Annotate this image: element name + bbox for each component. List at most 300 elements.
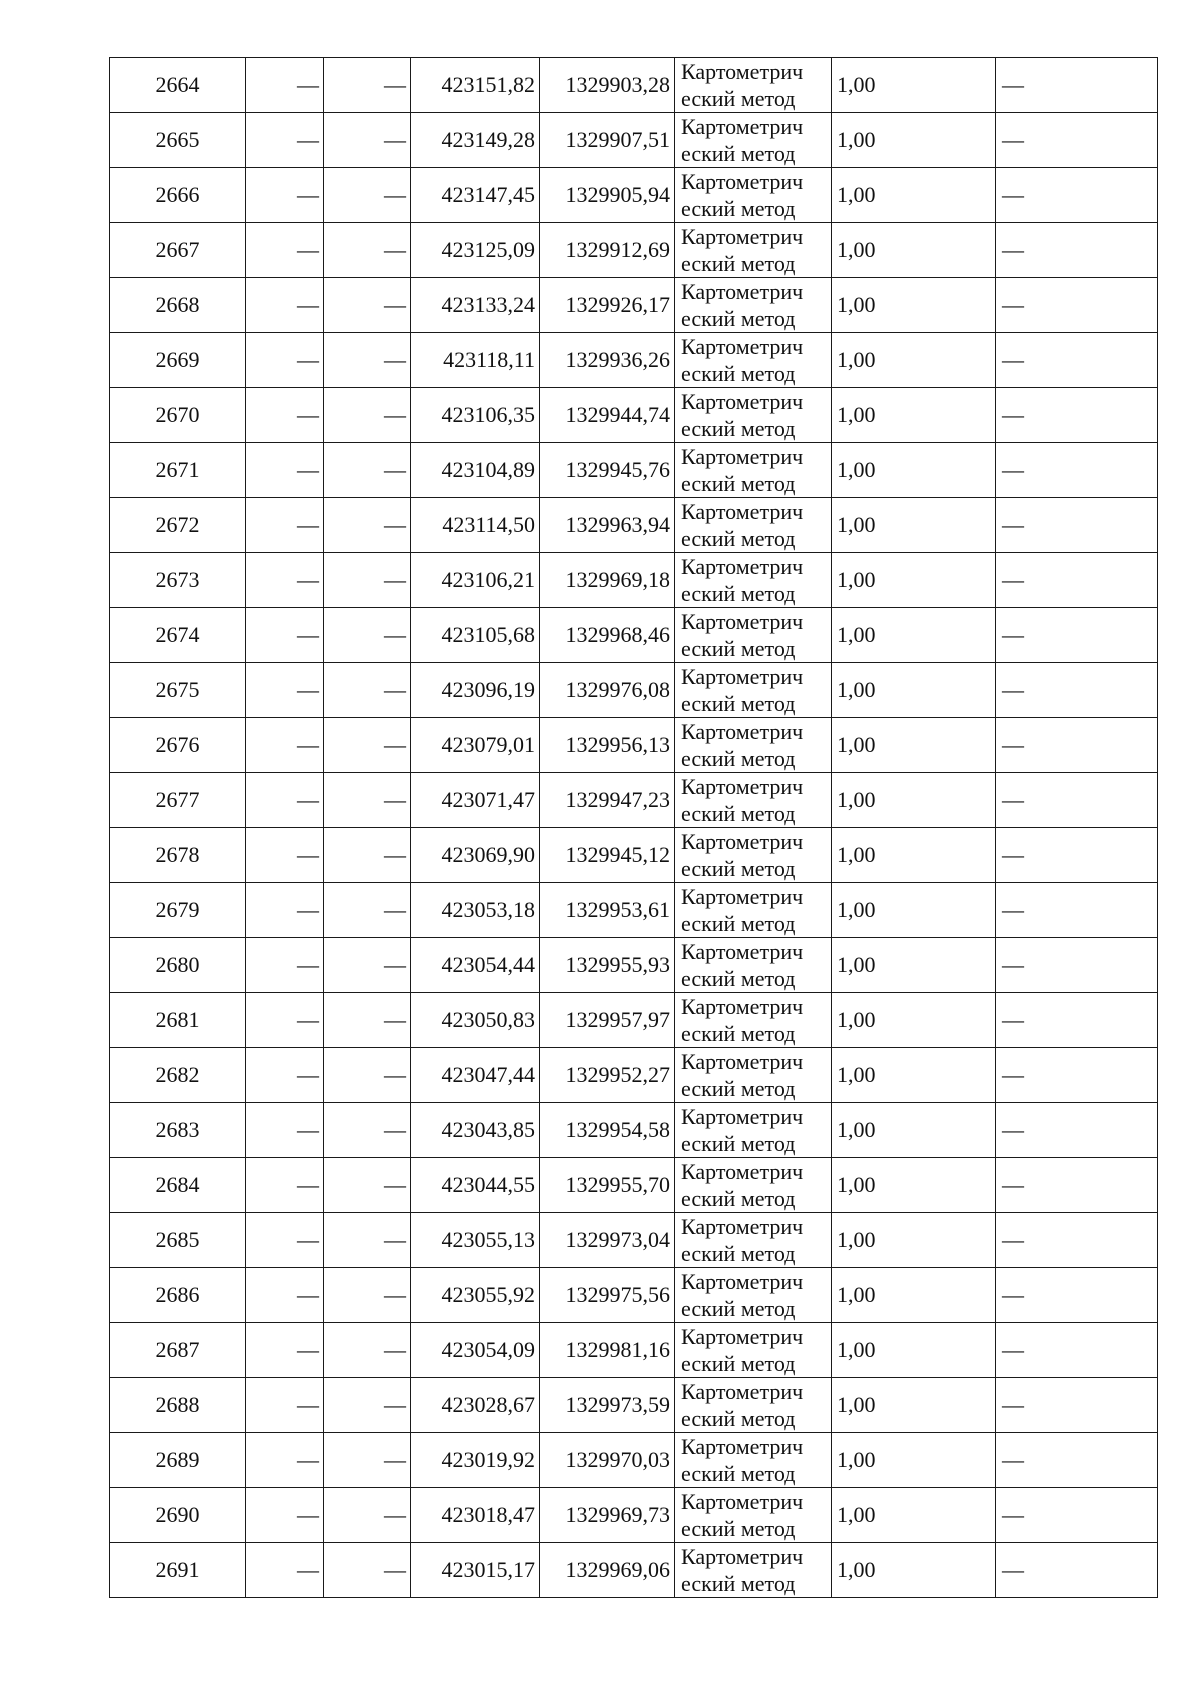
method-cell bbox=[675, 1158, 832, 1213]
method-text-line: еский метод bbox=[681, 1076, 796, 1101]
point-number-cell: 2670 bbox=[110, 388, 246, 443]
method-text-line: Картометрич bbox=[681, 114, 804, 139]
accuracy-cell: 1,00 bbox=[832, 1433, 996, 1488]
x-coordinate-cell: 423071,47 bbox=[411, 773, 540, 828]
method-text-line: Картометрич bbox=[681, 1049, 804, 1074]
table-row bbox=[110, 553, 1158, 608]
accuracy-cell: 1,00 bbox=[832, 718, 996, 773]
table-row bbox=[110, 1213, 1158, 1268]
point-number-cell: 2685 bbox=[110, 1213, 246, 1268]
point-number-cell: 2678 bbox=[110, 828, 246, 883]
x-coordinate-cell: 423055,92 bbox=[411, 1268, 540, 1323]
empty-value-cell: — bbox=[246, 993, 324, 1048]
table-row bbox=[110, 443, 1158, 498]
empty-value-cell: — bbox=[324, 168, 411, 223]
accuracy-cell: 1,00 bbox=[832, 663, 996, 718]
x-coordinate-cell: 423125,09 bbox=[411, 223, 540, 278]
note-cell: — bbox=[996, 553, 1158, 608]
note-cell: — bbox=[996, 883, 1158, 938]
y-coordinate-cell: 1329907,51 bbox=[540, 113, 675, 168]
table-row bbox=[110, 828, 1158, 883]
empty-value-cell: — bbox=[246, 498, 324, 553]
empty-value-cell: — bbox=[246, 388, 324, 443]
y-coordinate-cell: 1329970,03 bbox=[540, 1433, 675, 1488]
note-cell: — bbox=[996, 113, 1158, 168]
note-cell: — bbox=[996, 278, 1158, 333]
method-cell bbox=[675, 1488, 832, 1543]
method-text-line: Картометрич bbox=[681, 334, 804, 359]
empty-value-cell: — bbox=[246, 223, 324, 278]
accuracy-cell: 1,00 bbox=[832, 1103, 996, 1158]
x-coordinate-cell: 423149,28 bbox=[411, 113, 540, 168]
method-text-line: еский метод bbox=[681, 526, 796, 551]
method-text-line: Картометрич bbox=[681, 59, 804, 84]
method-text-line: Картометрич bbox=[681, 1489, 804, 1514]
empty-value-cell: — bbox=[324, 1323, 411, 1378]
method-text-line: еский метод bbox=[681, 471, 796, 496]
table-row bbox=[110, 333, 1158, 388]
y-coordinate-cell: 1329953,61 bbox=[540, 883, 675, 938]
accuracy-cell: 1,00 bbox=[832, 1323, 996, 1378]
point-number-cell: 2682 bbox=[110, 1048, 246, 1103]
method-text-line: Картометрич bbox=[681, 499, 804, 524]
y-coordinate-cell: 1329973,59 bbox=[540, 1378, 675, 1433]
x-coordinate-cell: 423069,90 bbox=[411, 828, 540, 883]
empty-value-cell: — bbox=[324, 223, 411, 278]
point-number-cell: 2676 bbox=[110, 718, 246, 773]
coordinates-table bbox=[109, 57, 1158, 1598]
point-number-cell: 2674 bbox=[110, 608, 246, 663]
method-text-line: еский метод bbox=[681, 966, 796, 991]
table-row bbox=[110, 1543, 1158, 1598]
y-coordinate-cell: 1329963,94 bbox=[540, 498, 675, 553]
x-coordinate-cell: 423151,82 bbox=[411, 58, 540, 113]
accuracy-cell: 1,00 bbox=[832, 498, 996, 553]
method-text-line: Картометрич bbox=[681, 1379, 804, 1404]
empty-value-cell: — bbox=[246, 663, 324, 718]
note-cell: — bbox=[996, 1158, 1158, 1213]
method-cell bbox=[675, 1213, 832, 1268]
x-coordinate-cell: 423118,11 bbox=[411, 333, 540, 388]
y-coordinate-cell: 1329973,04 bbox=[540, 1213, 675, 1268]
empty-value-cell: — bbox=[246, 1268, 324, 1323]
method-cell bbox=[675, 58, 832, 113]
point-number-cell: 2667 bbox=[110, 223, 246, 278]
x-coordinate-cell: 423015,17 bbox=[411, 1543, 540, 1598]
empty-value-cell: — bbox=[324, 1433, 411, 1488]
empty-value-cell: — bbox=[246, 58, 324, 113]
method-cell bbox=[675, 498, 832, 553]
note-cell: — bbox=[996, 608, 1158, 663]
point-number-cell: 2669 bbox=[110, 333, 246, 388]
method-text-line: Картометрич bbox=[681, 444, 804, 469]
method-text-line: еский метод bbox=[681, 1461, 796, 1486]
point-number-cell: 2684 bbox=[110, 1158, 246, 1213]
point-number-cell: 2679 bbox=[110, 883, 246, 938]
note-cell: — bbox=[996, 1103, 1158, 1158]
accuracy-cell: 1,00 bbox=[832, 1488, 996, 1543]
x-coordinate-cell: 423054,09 bbox=[411, 1323, 540, 1378]
empty-value-cell: — bbox=[324, 663, 411, 718]
table-row bbox=[110, 113, 1158, 168]
accuracy-cell: 1,00 bbox=[832, 883, 996, 938]
method-cell bbox=[675, 1103, 832, 1158]
y-coordinate-cell: 1329968,46 bbox=[540, 608, 675, 663]
point-number-cell: 2681 bbox=[110, 993, 246, 1048]
method-text-line: Картометрич bbox=[681, 1159, 804, 1184]
accuracy-cell: 1,00 bbox=[832, 1158, 996, 1213]
x-coordinate-cell: 423096,19 bbox=[411, 663, 540, 718]
x-coordinate-cell: 423019,92 bbox=[411, 1433, 540, 1488]
note-cell: — bbox=[996, 993, 1158, 1048]
empty-value-cell: — bbox=[246, 278, 324, 333]
method-text-line: Картометрич bbox=[681, 609, 804, 634]
point-number-cell: 2690 bbox=[110, 1488, 246, 1543]
method-cell bbox=[675, 663, 832, 718]
table-row bbox=[110, 993, 1158, 1048]
method-text-line: еский метод bbox=[681, 746, 796, 771]
method-text-line: Картометрич bbox=[681, 279, 804, 304]
accuracy-cell: 1,00 bbox=[832, 168, 996, 223]
x-coordinate-cell: 423054,44 bbox=[411, 938, 540, 993]
table-row bbox=[110, 938, 1158, 993]
note-cell: — bbox=[996, 1268, 1158, 1323]
point-number-cell: 2689 bbox=[110, 1433, 246, 1488]
empty-value-cell: — bbox=[246, 1543, 324, 1598]
table-row bbox=[110, 223, 1158, 278]
x-coordinate-cell: 423050,83 bbox=[411, 993, 540, 1048]
accuracy-cell: 1,00 bbox=[832, 993, 996, 1048]
x-coordinate-cell: 423028,67 bbox=[411, 1378, 540, 1433]
x-coordinate-cell: 423133,24 bbox=[411, 278, 540, 333]
method-text-line: еский метод bbox=[681, 416, 796, 441]
method-cell bbox=[675, 773, 832, 828]
method-text-line: еский метод bbox=[681, 141, 796, 166]
method-text-line: Картометрич bbox=[681, 389, 804, 414]
point-number-cell: 2672 bbox=[110, 498, 246, 553]
note-cell: — bbox=[996, 1213, 1158, 1268]
method-cell bbox=[675, 993, 832, 1048]
table-row bbox=[110, 58, 1158, 113]
method-text-line: Картометрич bbox=[681, 1544, 804, 1569]
note-cell: — bbox=[996, 58, 1158, 113]
empty-value-cell: — bbox=[246, 1048, 324, 1103]
method-text-line: Картометрич bbox=[681, 719, 804, 744]
accuracy-cell: 1,00 bbox=[832, 828, 996, 883]
x-coordinate-cell: 423053,18 bbox=[411, 883, 540, 938]
accuracy-cell: 1,00 bbox=[832, 113, 996, 168]
method-cell bbox=[675, 1433, 832, 1488]
y-coordinate-cell: 1329947,23 bbox=[540, 773, 675, 828]
method-text-line: еский метод bbox=[681, 1241, 796, 1266]
accuracy-cell: 1,00 bbox=[832, 278, 996, 333]
accuracy-cell: 1,00 bbox=[832, 58, 996, 113]
point-number-cell: 2675 bbox=[110, 663, 246, 718]
y-coordinate-cell: 1329975,56 bbox=[540, 1268, 675, 1323]
method-text-line: Картометрич bbox=[681, 664, 804, 689]
y-coordinate-cell: 1329969,06 bbox=[540, 1543, 675, 1598]
method-text-line: еский метод bbox=[681, 1021, 796, 1046]
table-row bbox=[110, 1103, 1158, 1158]
accuracy-cell: 1,00 bbox=[832, 1268, 996, 1323]
note-cell: — bbox=[996, 333, 1158, 388]
table-row bbox=[110, 278, 1158, 333]
empty-value-cell: — bbox=[324, 1543, 411, 1598]
method-text-line: еский метод bbox=[681, 1406, 796, 1431]
empty-value-cell: — bbox=[246, 443, 324, 498]
point-number-cell: 2668 bbox=[110, 278, 246, 333]
y-coordinate-cell: 1329952,27 bbox=[540, 1048, 675, 1103]
coordinates-table-body bbox=[110, 58, 1158, 1598]
method-text-line: Картометрич bbox=[681, 1434, 804, 1459]
x-coordinate-cell: 423055,13 bbox=[411, 1213, 540, 1268]
accuracy-cell: 1,00 bbox=[832, 333, 996, 388]
method-cell bbox=[675, 278, 832, 333]
method-text-line: еский метод bbox=[681, 1186, 796, 1211]
table-row bbox=[110, 1488, 1158, 1543]
method-text-line: еский метод bbox=[681, 856, 796, 881]
x-coordinate-cell: 423106,35 bbox=[411, 388, 540, 443]
empty-value-cell: — bbox=[246, 828, 324, 883]
table-row bbox=[110, 1433, 1158, 1488]
empty-value-cell: — bbox=[324, 1488, 411, 1543]
method-cell bbox=[675, 168, 832, 223]
y-coordinate-cell: 1329954,58 bbox=[540, 1103, 675, 1158]
empty-value-cell: — bbox=[246, 773, 324, 828]
y-coordinate-cell: 1329955,70 bbox=[540, 1158, 675, 1213]
empty-value-cell: — bbox=[324, 1268, 411, 1323]
method-text-line: еский метод bbox=[681, 1131, 796, 1156]
note-cell: — bbox=[996, 223, 1158, 278]
accuracy-cell: 1,00 bbox=[832, 388, 996, 443]
accuracy-cell: 1,00 bbox=[832, 773, 996, 828]
accuracy-cell: 1,00 bbox=[832, 1213, 996, 1268]
x-coordinate-cell: 423079,01 bbox=[411, 718, 540, 773]
method-text-line: еский метод bbox=[681, 911, 796, 936]
y-coordinate-cell: 1329956,13 bbox=[540, 718, 675, 773]
method-text-line: Картометрич bbox=[681, 774, 804, 799]
y-coordinate-cell: 1329945,12 bbox=[540, 828, 675, 883]
method-text-line: Картометрич bbox=[681, 169, 804, 194]
empty-value-cell: — bbox=[324, 278, 411, 333]
method-cell bbox=[675, 553, 832, 608]
empty-value-cell: — bbox=[324, 113, 411, 168]
empty-value-cell: — bbox=[324, 388, 411, 443]
empty-value-cell: — bbox=[324, 498, 411, 553]
empty-value-cell: — bbox=[246, 883, 324, 938]
y-coordinate-cell: 1329981,16 bbox=[540, 1323, 675, 1378]
empty-value-cell: — bbox=[246, 938, 324, 993]
method-text-line: еский метод bbox=[681, 361, 796, 386]
y-coordinate-cell: 1329969,73 bbox=[540, 1488, 675, 1543]
empty-value-cell: — bbox=[324, 1158, 411, 1213]
method-cell bbox=[675, 333, 832, 388]
method-text-line: Картометрич bbox=[681, 939, 804, 964]
table-row bbox=[110, 663, 1158, 718]
note-cell: — bbox=[996, 663, 1158, 718]
x-coordinate-cell: 423114,50 bbox=[411, 498, 540, 553]
y-coordinate-cell: 1329944,74 bbox=[540, 388, 675, 443]
method-text-line: Картометрич bbox=[681, 1104, 804, 1129]
method-cell bbox=[675, 443, 832, 498]
method-text-line: еский метод bbox=[681, 251, 796, 276]
method-text-line: еский метод bbox=[681, 636, 796, 661]
empty-value-cell: — bbox=[324, 1213, 411, 1268]
method-text-line: Картометрич bbox=[681, 1269, 804, 1294]
empty-value-cell: — bbox=[246, 1488, 324, 1543]
table-row bbox=[110, 1378, 1158, 1433]
empty-value-cell: — bbox=[246, 168, 324, 223]
x-coordinate-cell: 423043,85 bbox=[411, 1103, 540, 1158]
table-row bbox=[110, 388, 1158, 443]
empty-value-cell: — bbox=[324, 58, 411, 113]
x-coordinate-cell: 423018,47 bbox=[411, 1488, 540, 1543]
method-text-line: еский метод bbox=[681, 196, 796, 221]
note-cell: — bbox=[996, 498, 1158, 553]
point-number-cell: 2671 bbox=[110, 443, 246, 498]
table-row bbox=[110, 883, 1158, 938]
method-cell bbox=[675, 1378, 832, 1433]
note-cell: — bbox=[996, 443, 1158, 498]
y-coordinate-cell: 1329903,28 bbox=[540, 58, 675, 113]
note-cell: — bbox=[996, 1488, 1158, 1543]
empty-value-cell: — bbox=[324, 333, 411, 388]
method-cell bbox=[675, 388, 832, 443]
accuracy-cell: 1,00 bbox=[832, 1378, 996, 1433]
note-cell: — bbox=[996, 828, 1158, 883]
note-cell: — bbox=[996, 1048, 1158, 1103]
point-number-cell: 2686 bbox=[110, 1268, 246, 1323]
note-cell: — bbox=[996, 1543, 1158, 1598]
empty-value-cell: — bbox=[324, 828, 411, 883]
y-coordinate-cell: 1329969,18 bbox=[540, 553, 675, 608]
table-row bbox=[110, 168, 1158, 223]
y-coordinate-cell: 1329945,76 bbox=[540, 443, 675, 498]
note-cell: — bbox=[996, 388, 1158, 443]
method-cell bbox=[675, 223, 832, 278]
method-cell bbox=[675, 718, 832, 773]
empty-value-cell: — bbox=[324, 1103, 411, 1158]
note-cell: — bbox=[996, 718, 1158, 773]
point-number-cell: 2688 bbox=[110, 1378, 246, 1433]
empty-value-cell: — bbox=[246, 608, 324, 663]
x-coordinate-cell: 423044,55 bbox=[411, 1158, 540, 1213]
accuracy-cell: 1,00 bbox=[832, 553, 996, 608]
note-cell: — bbox=[996, 1323, 1158, 1378]
method-text-line: Картометрич bbox=[681, 554, 804, 579]
table-row bbox=[110, 718, 1158, 773]
empty-value-cell: — bbox=[324, 553, 411, 608]
method-text-line: еский метод bbox=[681, 306, 796, 331]
method-cell bbox=[675, 1048, 832, 1103]
empty-value-cell: — bbox=[324, 938, 411, 993]
method-cell bbox=[675, 883, 832, 938]
method-text-line: еский метод bbox=[681, 1571, 796, 1596]
method-text-line: еский метод bbox=[681, 1516, 796, 1541]
point-number-cell: 2680 bbox=[110, 938, 246, 993]
note-cell: — bbox=[996, 168, 1158, 223]
accuracy-cell: 1,00 bbox=[832, 223, 996, 278]
method-text-line: еский метод bbox=[681, 691, 796, 716]
accuracy-cell: 1,00 bbox=[832, 1048, 996, 1103]
method-text-line: еский метод bbox=[681, 1351, 796, 1376]
point-number-cell: 2677 bbox=[110, 773, 246, 828]
empty-value-cell: — bbox=[246, 1158, 324, 1213]
x-coordinate-cell: 423147,45 bbox=[411, 168, 540, 223]
empty-value-cell: — bbox=[324, 773, 411, 828]
method-text-line: Картометрич bbox=[681, 1324, 804, 1349]
method-text-line: Картометрич bbox=[681, 829, 804, 854]
method-text-line: еский метод bbox=[681, 86, 796, 111]
method-text-line: Картометрич bbox=[681, 884, 804, 909]
method-cell bbox=[675, 828, 832, 883]
method-cell bbox=[675, 1323, 832, 1378]
accuracy-cell: 1,00 bbox=[832, 443, 996, 498]
method-text-line: Картометрич bbox=[681, 224, 804, 249]
empty-value-cell: — bbox=[324, 718, 411, 773]
note-cell: — bbox=[996, 938, 1158, 993]
x-coordinate-cell: 423047,44 bbox=[411, 1048, 540, 1103]
accuracy-cell: 1,00 bbox=[832, 1543, 996, 1598]
method-text-line: Картометрич bbox=[681, 994, 804, 1019]
x-coordinate-cell: 423104,89 bbox=[411, 443, 540, 498]
y-coordinate-cell: 1329926,17 bbox=[540, 278, 675, 333]
empty-value-cell: — bbox=[246, 333, 324, 388]
method-cell bbox=[675, 608, 832, 663]
empty-value-cell: — bbox=[246, 553, 324, 608]
y-coordinate-cell: 1329976,08 bbox=[540, 663, 675, 718]
point-number-cell: 2673 bbox=[110, 553, 246, 608]
note-cell: — bbox=[996, 1378, 1158, 1433]
point-number-cell: 2666 bbox=[110, 168, 246, 223]
method-cell bbox=[675, 1268, 832, 1323]
empty-value-cell: — bbox=[324, 1378, 411, 1433]
empty-value-cell: — bbox=[324, 1048, 411, 1103]
x-coordinate-cell: 423105,68 bbox=[411, 608, 540, 663]
empty-value-cell: — bbox=[246, 1213, 324, 1268]
method-cell bbox=[675, 1543, 832, 1598]
empty-value-cell: — bbox=[324, 993, 411, 1048]
table-row bbox=[110, 1268, 1158, 1323]
table-row bbox=[110, 1158, 1158, 1213]
method-text-line: еский метод bbox=[681, 581, 796, 606]
y-coordinate-cell: 1329905,94 bbox=[540, 168, 675, 223]
empty-value-cell: — bbox=[324, 883, 411, 938]
y-coordinate-cell: 1329912,69 bbox=[540, 223, 675, 278]
point-number-cell: 2687 bbox=[110, 1323, 246, 1378]
empty-value-cell: — bbox=[246, 1103, 324, 1158]
point-number-cell: 2683 bbox=[110, 1103, 246, 1158]
table-row bbox=[110, 1323, 1158, 1378]
method-text-line: еский метод bbox=[681, 801, 796, 826]
table-row bbox=[110, 773, 1158, 828]
method-cell bbox=[675, 113, 832, 168]
method-text-line: Картометрич bbox=[681, 1214, 804, 1239]
point-number-cell: 2664 bbox=[110, 58, 246, 113]
point-number-cell: 2665 bbox=[110, 113, 246, 168]
empty-value-cell: — bbox=[324, 608, 411, 663]
empty-value-cell: — bbox=[246, 718, 324, 773]
x-coordinate-cell: 423106,21 bbox=[411, 553, 540, 608]
method-text-line: еский метод bbox=[681, 1296, 796, 1321]
note-cell: — bbox=[996, 1433, 1158, 1488]
point-number-cell: 2691 bbox=[110, 1543, 246, 1598]
y-coordinate-cell: 1329936,26 bbox=[540, 333, 675, 388]
table-row bbox=[110, 1048, 1158, 1103]
empty-value-cell: — bbox=[246, 1433, 324, 1488]
accuracy-cell: 1,00 bbox=[832, 608, 996, 663]
note-cell: — bbox=[996, 773, 1158, 828]
